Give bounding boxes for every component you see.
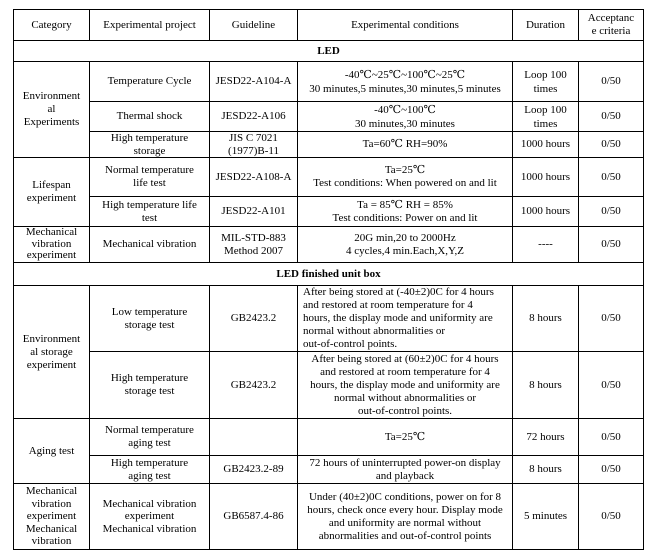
conditions-cell: Under (40±2)0C conditions, power on for 8 hours, check once every hour. Display mode and uniformity are normal without abnormalities and out-of-control points [298,484,513,550]
acceptance-cell: 0/50 [579,197,644,227]
guideline-cell: JIS C 7021 (1977)B-11 [210,132,298,158]
duration-cell: ---- [513,227,579,263]
project-cell: High temperature storage [90,132,210,158]
section-title-led-finished-unit-box: LED finished unit box [14,263,644,286]
duration-cell: 1000 hours [513,132,579,158]
project-cell: Mechanical vibration [90,227,210,263]
conditions-cell: 20G min,20 to 2000Hz 4 cycles,4 min.Each,X,Y,Z [298,227,513,263]
conditions-cell: -40℃~25℃~100℃~25℃ 30 minutes,5 minutes,30 minutes,5 minutes [298,62,513,102]
acceptance-cell: 0/50 [579,227,644,263]
category-cell: Lifespan experiment [14,158,90,227]
category-cell: Aging test [14,419,90,484]
section-title-led: LED [14,41,644,62]
header-category: Category [14,10,90,41]
project-cell: High temperature aging test [90,456,210,484]
header-experimental-conditions: Experimental conditions [298,10,513,41]
acceptance-cell: 0/50 [579,158,644,197]
duration-cell: 8 hours [513,352,579,419]
acceptance-cell: 0/50 [579,286,644,352]
guideline-cell-empty [210,419,298,456]
duration-cell: Loop 100 times [513,102,579,132]
duration-cell: 8 hours [513,286,579,352]
conditions-cell: -40℃~100℃ 30 minutes,30 minutes [298,102,513,132]
project-cell: Mechanical vibration experiment Mechanical vibration [90,484,210,550]
acceptance-cell: 0/50 [579,102,644,132]
category-cell: Mechanical vibration experiment [14,227,90,263]
guideline-cell: GB6587.4-86 [210,484,298,550]
duration-cell: Loop 100 times [513,62,579,102]
category-cell: Environment al storage experiment [14,286,90,419]
duration-cell: 5 minutes [513,484,579,550]
duration-cell: 72 hours [513,419,579,456]
conditions-cell: Ta=60℃ RH=90% [298,132,513,158]
header-experimental-project: Experimental project [90,10,210,41]
project-cell: High temperature life test [90,197,210,227]
project-cell: Normal temperature life test [90,158,210,197]
guideline-cell: JESD22-A108-A [210,158,298,197]
project-cell: Temperature Cycle [90,62,210,102]
project-cell: Normal temperature aging test [90,419,210,456]
guideline-cell: GB2423.2-89 [210,456,298,484]
acceptance-cell: 0/50 [579,484,644,550]
header-duration: Duration [513,10,579,41]
project-cell: Low temperature storage test [90,286,210,352]
project-cell: Thermal shock [90,102,210,132]
guideline-cell: MIL-STD-883 Method 2007 [210,227,298,263]
guideline-cell: GB2423.2 [210,352,298,419]
conditions-cell: Ta = 85℃ RH = 85% Test conditions: Power on and lit [298,197,513,227]
guideline-cell: GB2423.2 [210,286,298,352]
header-guideline: Guideline [210,10,298,41]
conditions-cell: After being stored at (60±2)0C for 4 hours and restored at room temperature for 4 hours, the display mode and uniformity are normal without abnormalities or out-of-control points. [298,352,513,419]
guideline-cell: JESD22-A104-A [210,62,298,102]
duration-cell: 1000 hours [513,158,579,197]
duration-cell: 8 hours [513,456,579,484]
conditions-cell: After being stored at (-40±2)0C for 4 hours and restored at room temperature for 4 hours, the display mode and uniformity are normal without abnormalities or out-of-control points. [298,286,513,352]
guideline-cell: JESD22-A101 [210,197,298,227]
conditions-cell: Ta=25℃ [298,419,513,456]
duration-cell: 1000 hours [513,197,579,227]
project-cell: High temperature storage test [90,352,210,419]
guideline-cell: JESD22-A106 [210,102,298,132]
acceptance-cell: 0/50 [579,456,644,484]
header-acceptance-criteria: Acceptanc e criteria [579,10,644,41]
category-cell: Environment al Experiments [14,62,90,158]
conditions-cell: Ta=25℃ Test conditions: When powered on and lit [298,158,513,197]
acceptance-cell: 0/50 [579,132,644,158]
acceptance-cell: 0/50 [579,62,644,102]
acceptance-cell: 0/50 [579,419,644,456]
category-cell: Mechanical vibration experiment Mechanical vibration [14,484,90,550]
conditions-cell: 72 hours of uninterrupted power-on display and playback [298,456,513,484]
acceptance-cell: 0/50 [579,352,644,419]
reliability-test-table [13,9,644,550]
